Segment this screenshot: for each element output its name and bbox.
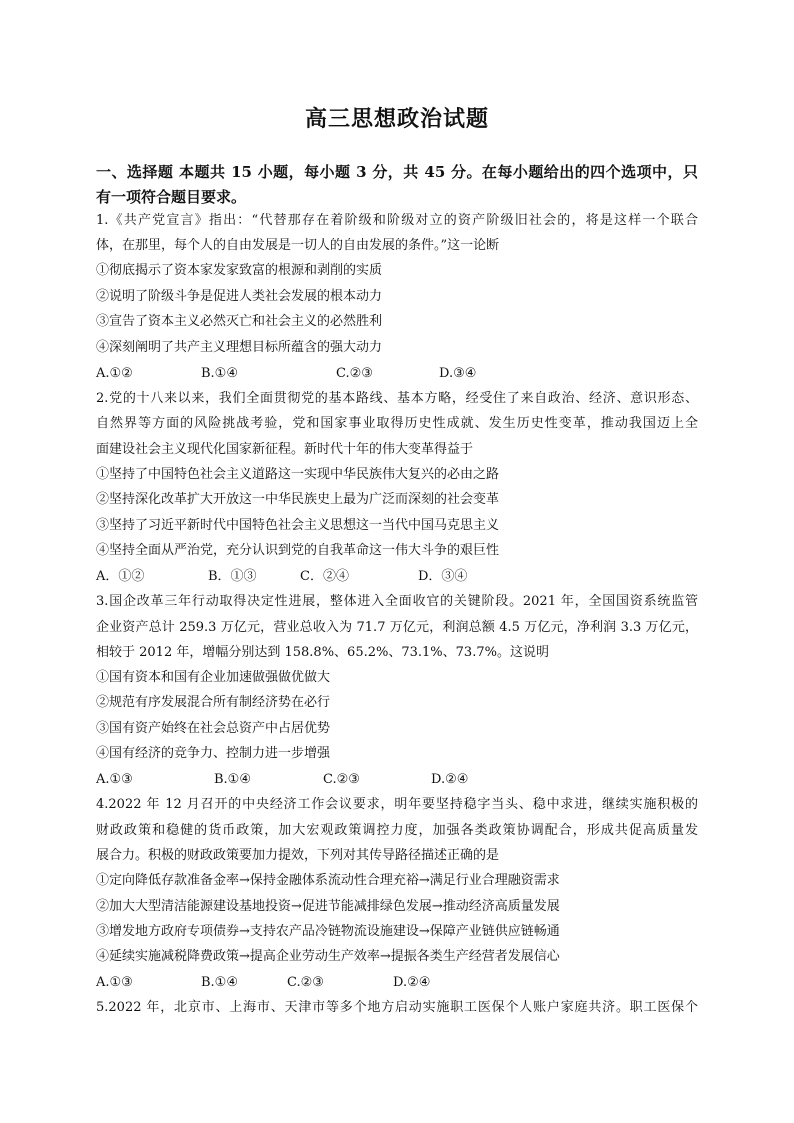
option-c: C.②③ [287,975,324,990]
statement-3: ③坚持了习近平新时代中国特色社会主义思想这一当代中国马克思主义 [96,518,500,533]
option-c: C.②③ [336,366,373,381]
option-b: B．①③ [208,569,257,584]
option-d: D.②④ [431,772,469,787]
statement-2: ②规范有序发展混合所有制经济势在必行 [96,695,331,710]
option-a: A.①③ [96,772,133,787]
statement-1: ①定向降低存款准备金率→保持金融体系流动性合理充裕→满足行业合理融资需求 [96,873,560,888]
option-d: D.②④ [393,975,431,990]
question-stem-line: 3.国企改革三年行动取得决定性进展，整体进入全面收官的关键阶段。2021 年，全国国资系统监管 [96,594,698,609]
question-stem-line: 2.党的十八来以来，我们全面贯彻党的基本路线、基本方略，经受住了来自政治、经济、意识形态、 [96,391,698,406]
option-c: C.②③ [323,772,360,787]
statement-2: ②加大大型清洁能源建设基地投资→促进节能减排绿色发展→推动经济高质量发展 [96,899,560,914]
question-stem-line: 展合力。积极的财政政策要加力提效，下列对其传导路径描述正确的是 [96,848,500,863]
question-stem-line: 5.2022 年，北京市、上海市、天津市等多个地方启动实施职工医保个人账户家庭共济。职工医保个 [96,1000,698,1015]
question-stem-line: 4.2022 年 12 月召开的中央经济工作会议要求，明年要坚持稳字当头、稳中求进，继续实施积极的 [96,797,698,812]
option-b: B.①④ [201,366,238,381]
option-d: D．③④ [418,569,468,584]
option-a: A.①③ [96,975,133,990]
statement-2: ②坚持深化改革扩大开放这一中华民族史上最为广泛而深刻的社会变革 [96,492,500,507]
statement-3: ③增发地方政府专项债券→支持农产品冷链物流设施建设→保障产业链供应链畅通 [96,924,560,939]
statement-3: ③宣告了资本主义必然灭亡和社会主义的必然胜利 [96,314,383,329]
option-a: A.①② [96,366,133,381]
question-stem-line: 体，在那里，每个人的自由发展是一切人的自由发展的条件。”这一论断 [96,238,500,253]
option-a: A．①② [96,569,145,584]
statement-2: ②说明了阶级斗争是促进人类社会发展的根本动力 [96,289,383,304]
question-stem-line: 1.《共产党宣言》指出：“代替那存在着阶级和阶级对立的资产阶级旧社会的，将是这样一个联合 [96,213,698,228]
question-stem-line: 企业资产总计 259.3 万亿元，营业总收入为 71.7 万亿元，利润总额 4.5 万亿元，净利润 3.3 万亿元， [96,620,698,635]
statement-4: ④延续实施减税降费政策→提高企业劳动生产效率→提振各类生产经营者发展信心 [96,949,560,964]
statement-4: ④深刻阐明了共产主义理想目标所蕴含的强大动力 [96,340,383,355]
statement-3: ③国有资产始终在社会总资产中占居优势 [96,721,331,736]
option-d: D.③④ [439,366,477,381]
statement-1: ①彻底揭示了资本家发家致富的根源和剥削的实质 [96,263,383,278]
question-stem-line: 财政政策和稳健的货币政策，加大宏观政策调控力度，加强各类政策协调配合，形成共促高质量发 [96,823,698,838]
statement-4: ④坚持全面从严治党，充分认识到党的自我革命这一伟大斗争的艰巨性 [96,543,500,558]
question-stem-line: 面建设社会主义现代化国家新征程。新时代十年的伟大变革得益于 [96,442,474,457]
option-b: B.①④ [201,975,238,990]
question-stem-line: 相较于 2012 年，增幅分别达到 158.8%、65.2%、73.1%、73.7%。这说明 [96,645,549,660]
option-c: C．②④ [300,569,349,584]
statement-1: ①坚持了中国特色社会主义道路这一实现中华民族伟大复兴的必由之路 [96,467,500,482]
statement-1: ①国有资本和国有企业加速做强做优做大 [96,670,331,685]
question-stem-line: 自然界等方面的风险挑战考验，党和国家事业取得历史性成就、发生历史性变革，推动我国迈上全 [96,416,698,431]
section-heading-line: 一、选择题 本题共 15 小题，每小题 3 分，共 45 分。在每小题给出的四个选项中，只 [96,163,698,181]
section-heading-line: 有一项符合题目要求。 [96,188,247,206]
statement-4: ④国有经济的竞争力、控制力进一步增强 [96,746,331,761]
option-b: B.①④ [214,772,251,787]
page-title: 高三思想政治试题 [304,106,489,132]
section-heading [96,160,698,210]
